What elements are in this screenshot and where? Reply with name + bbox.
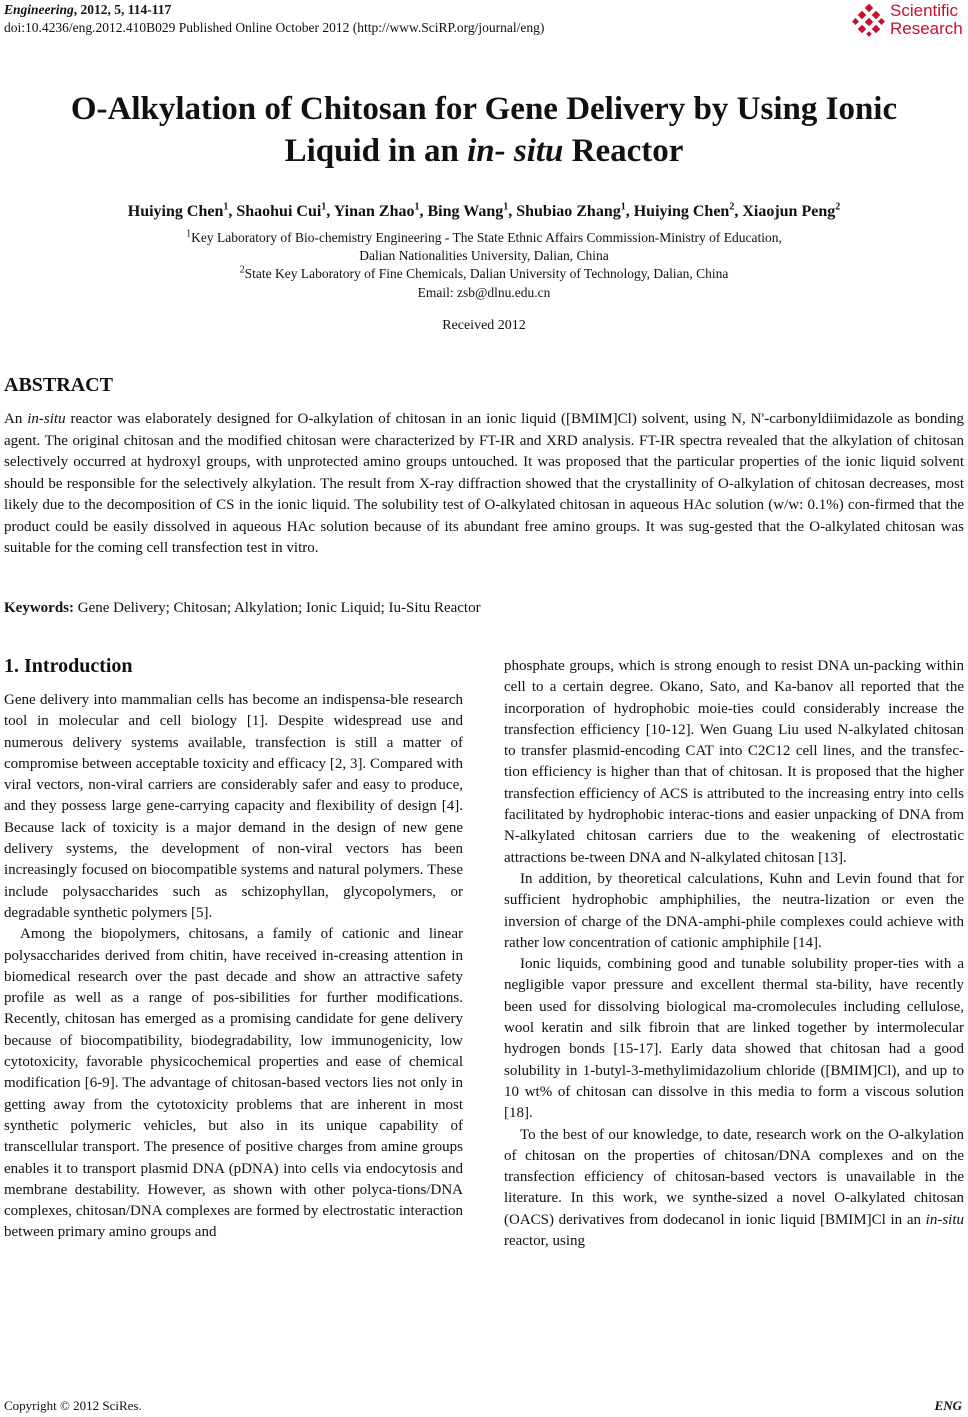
journal-citation [4,1,171,18]
keywords-text: Gene Delivery; Chitosan; Alkylation; Ionic Liquid; Iu-Situ Reactor [74,600,481,616]
logo-line-1: Scientific [890,1,959,20]
footer-journal: ENG [934,1398,962,1413]
paragraph: Gene delivery into mammalian cells has become an indispensa-ble research tool in molecular and cell biology [1]. Despite widespread use and numerous delivery systems available, transfection is still a matter of compromise between acceptable toxicity and efficacy [2, 3]. Compared with viral vectors, non-viral carriers are considerably safer and easy to produce, and they possess large gene-carrying capacity and flexibility of design [4]. Because lack of toxicity is a major demand in the design of new gene delivery systems, the development of non-viral vectors has been increasingly focused on biocompatible systems and natural polymers. These include polysaccharides such as schizophyllan, glycopolymers, or degradable synthetic polymers [5]. [4,692,463,921]
left-column [4,690,463,1244]
author: Shubiao Zhang$^1$ [516,201,626,220]
author: Huiying Chen$^2$ [633,201,735,220]
journal-volume: , 2012, 5, 114-117 [73,2,172,17]
paragraph: Ionic liquids, combining good and tunable solubility proper-ties with a negligible vapor pressure and excellent thermal sta-bility, have recently been used for dissolving biological ma-cromolecules including cellulose, wool keratin and silk fibroin that are linked together by intermolecular hydrogen bonds [15-17]. Early data showed that chitosan had a good solubility in 1-butyl-3-methylimidazolium chloride ([BMIM]Cl), and up to 10 wt% of chitosan can dissolve in this media to form a viscous solution [18]. [504,956,964,1122]
keywords-label: Keywords: [4,600,74,616]
affiliation-1-line-2: Dalian Nationalities University, Dalian, China [359,248,609,263]
paragraph: Among the biopolymers, chitosans, a family of cationic and linear polysaccharides derived from chitin, have received in-creasing attention in biomedical research over the past decade and show an attractive safety profile as well as a range of pos-sibilities for further modifications. Recently, chitosan has emerged as a promising candidate for gene delivery because of biocompatibility, biodegradability, low immunogenicity, low cytotoxicity, favorable physicochemical properties and ease of chemical modification [6-9]. The advantage of chitosan-based vectors lies not only in getting away from the cytotoxicity problems that are inherent in most synthetic polymeric vehicles, but also in its unique capability of transcellular transport. The presence of positive charges from amine groups enables it to transport plasmid DNA (pDNA) into cells via endocytosis and membrane destability. However, as shown with other polyca-tions/DNA complexes, chitosan/DNA complexes are formed by electrostatic interaction between primary amino groups and [4,926,463,1241]
received-date: Received 2012 [442,318,526,333]
author: Shaohui Cui$^1$ [236,201,327,220]
doi-line: doi:10.4236/eng.2012.410B029 Published Online October 2012 (http://www.SciRP.org/journal/eng) [4,20,545,35]
title-line-1: O-Alkylation of Chitosan for Gene Delivery by Using Ionic [70,91,898,127]
paragraph: To the best of our knowledge, to date, research work on the O-alkylation of chitosan on the properties of chitosan/DNA complexes and on the transfection efficiency of chitosan-based vectors is unavailable in the literature. In this work, we synthe-sized a novel O-alkylated chitosan (OACS) derivatives from dodecanol in ionic liquid [BMIM]Cl in an in-situ reactor, using [504,1126,964,1250]
affiliation-1-line-1: $^1$Key Laboratory of Bio-chemistry Engineering - The State Ethnic Affairs Commission-Ministry of Education, [186,228,782,245]
paper-title [0,88,968,172]
contact-email: Email: zsb@dlnu.edu.cn [417,285,551,300]
scientific-research-logo [850,2,968,42]
abstract-body: An in-situ reactor was elaborately designed for O-alkylation of chitosan in an ionic liquid ([BMIM]Cl) solvent, using N, N'-carbonyldiimidazole as bonding agent. The original chitosan and the modified chitosan were characterized by FT-IR and XRD analysis. FT-IR spectra revealed that the alkylation of chitosan selectively occurred at hydroxyl groups, with unprotected amino groups untouched. It was proposed that the particular properties of the ionic liquid solvent should be responsible for the selectively alkylation. The result from X-ray diffraction showed that the crystallinity of O-alkylation of chitosan decreases, most likely due to the decomposition of CS in the ionic liquid. The solubility test of O-alkylated chitosan in aqueous HAc solution (w/w: 0.1%) con-firmed that the product could be easily dissolved in aqueous HAc solution because of its abundant free amino groups. It was sug-gested that the O-alkylated chitosan was suitable for the coming cell transfection test in vitro. [4,411,964,556]
keywords [4,600,481,617]
journal-name: Engineering [4,2,74,17]
author: Yinan Zhao$^1$ [333,201,420,220]
paragraph: phosphate groups, which is strong enough to resist DNA un-packing within cell to a certain degree. Okano, Sato, and Ka-banov all reported that the incorporation of hydrophobic moie-ties could considerably increase the transfection efficiency [10-12]. Wen Guang Liu used N-alkylated chitosan to transfer plasmid-encoding CAT into C2C12 cell lines, and the transfec-tion efficiency is higher than that of chitosan. It is proposed that the higher transfection efficiency of ACS is attributed to the increasing entry into cells facilitated by hydrophobic interac-tions and easier unpacking of DNA from N-alkylated chitosan carriers due to the weakening of electrostatic attractions be-tween DNA and N-alkylated chitosan [13]. [504,658,964,866]
logo-mark-icon [852,4,886,38]
author: Bing Wang$^1$ [427,201,509,220]
intro-heading: 1. Introduction [4,655,133,677]
abstract-heading: ABSTRACT [4,374,113,396]
copyright: Copyright © 2012 SciRes. [4,1398,142,1413]
right-column [504,656,964,1252]
title-line-2: Liquid in an in- situ Reactor [284,133,684,169]
paragraph: In addition, by theoretical calculations, Kuhn and Levin found that for sufficient hydrophobic amphiphilies, the neutra-lization or even the inversion of charge of the DNA-amphi-phile complexes could achieve with rather low concentration of cationic amphiphile [14]. [504,870,964,951]
logo-line-2: Research [890,19,963,38]
affiliation-2: $^2$State Key Laboratory of Fine Chemicals, Dalian University of Technology, Dalian, China [239,264,729,281]
author: Huiying Chen$^1$ [127,201,229,220]
author-list: Huiying Chen$^1$, Shaohui Cui$^1$, Yinan Zhao$^1$, Bing Wang$^1$, Shubiao Zhang$^1$, Huiying Chen$^2$, Xiaojun Peng$^2$ [127,201,841,220]
author: Xiaojun Peng$^2$ [742,201,841,220]
